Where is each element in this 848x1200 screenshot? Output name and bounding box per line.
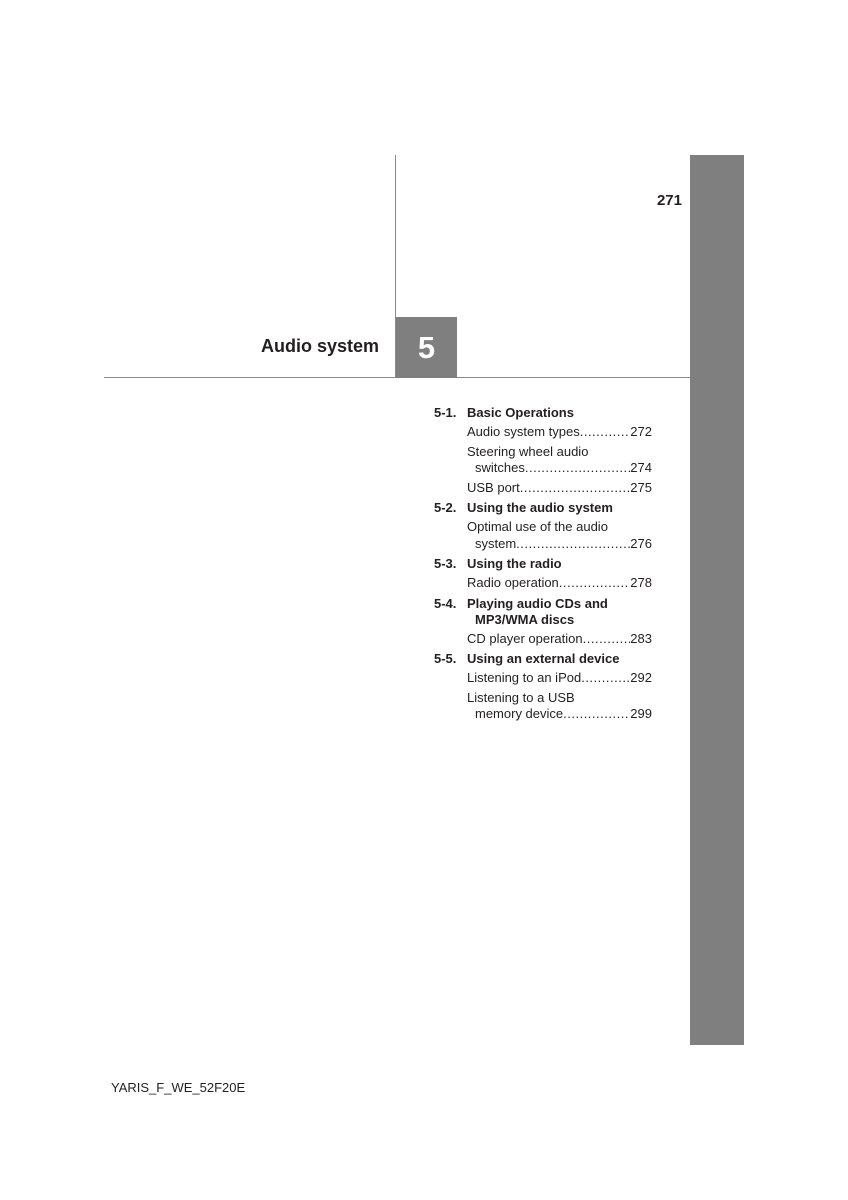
toc-section [434,556,652,572]
entry-title: Radio operation [467,575,559,590]
entry-title: memory device [475,706,564,721]
entry-title: Audio system types [467,424,580,439]
toc-section [434,500,652,516]
entry-page: 275 [630,479,652,495]
section-title [467,596,652,628]
section-number: 5-5. [434,651,457,666]
section-title: Using an external device [467,651,620,666]
leader-dots [559,575,631,592]
entry-title: Listening to an iPod [467,670,582,685]
document-code: YARIS_F_WE_52F20E [111,1080,246,1095]
entry-page: 272 [630,424,652,439]
section-title: Basic Operations [467,405,574,420]
chapter-number-box [396,317,457,378]
entry-page: 283 [630,630,652,646]
entry-title: USB port [467,479,520,495]
leader-dots [516,536,630,553]
entry-title: system [475,535,517,551]
toc-entry[interactable] [467,575,652,592]
section-number: 5-4. [434,595,457,611]
section-number: 5-1. [434,405,457,420]
entry-title-line: Steering wheel audio [467,443,589,459]
toc-entry[interactable] [467,519,652,552]
toc-entry[interactable] [467,424,652,441]
table-of-contents [434,405,652,723]
toc-section [434,651,652,667]
entry-page: 276 [630,535,652,551]
entry-title-line: Optimal use of the audio [467,519,608,534]
entry-page: 299 [630,706,652,721]
section-title: Using the radio [467,556,562,571]
section-title-line: Playing audio CDs and [467,595,608,611]
section-title: Using the audio system [467,500,613,515]
section-title-line: MP3/WMA discs [475,611,575,627]
section-number: 5-3. [434,556,457,571]
leader-dots [580,424,631,441]
leader-dots [563,706,630,723]
chapter-number: 5 [417,329,436,365]
toc-entry[interactable] [467,444,652,477]
section-number: 5-2. [434,500,457,515]
toc-entry[interactable] [467,480,652,497]
toc-section [434,405,652,421]
leader-dots [583,631,631,648]
entry-page: 278 [630,575,652,590]
toc-entry[interactable] [467,690,652,723]
leader-dots [525,460,630,477]
entry-title-line: Listening to a USB [467,689,575,705]
entry-title: switches [475,460,525,475]
toc-entry[interactable] [467,670,652,687]
entry-title: CD player operation [467,630,583,646]
page-number: 271 [656,192,682,209]
chapter-title: Audio system [260,336,379,356]
toc-entry[interactable] [467,631,652,648]
leader-dots [520,480,631,497]
toc-section [434,596,652,628]
leader-dots [581,670,630,687]
entry-page: 292 [630,670,652,685]
chapter-side-tab [690,155,744,1045]
entry-page: 274 [630,460,652,475]
